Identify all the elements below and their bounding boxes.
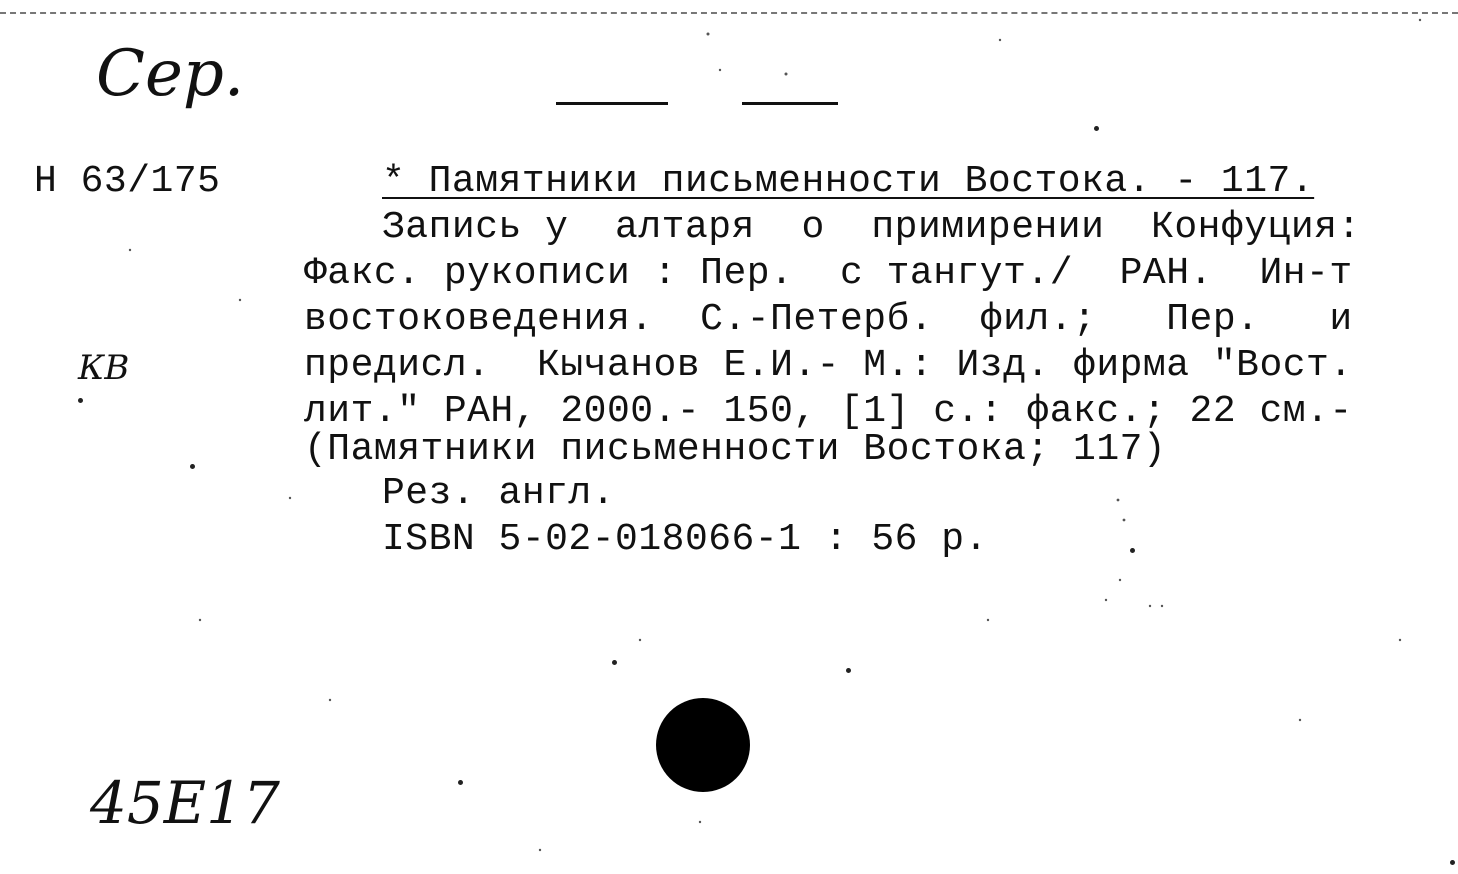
scan-speck: [846, 668, 851, 673]
scan-speck: [1094, 126, 1099, 131]
body-line: лит." РАН, 2000.- 150, [1] с.: факс.; 22 см.-: [304, 390, 1353, 433]
summary-note: Рез. англ.: [382, 472, 616, 515]
handwritten-classification: 45Е17: [90, 769, 280, 837]
scan-speck: [1130, 548, 1135, 553]
scan-speck: [1450, 860, 1455, 865]
top-border-line: [0, 12, 1458, 14]
scan-speck: [458, 780, 463, 785]
body-line: востоковедения. С.-Петерб. фил.; Пер. и: [304, 298, 1353, 341]
body-line: предисл. Кычанов Е.И.- М.: Изд. фирма "Вост.: [304, 344, 1353, 387]
body-line: (Памятники письменности Востока; 117): [304, 428, 1167, 471]
handwritten-initials-mark: КВ: [78, 348, 130, 388]
scan-speck: [190, 464, 195, 469]
body-line: Факс. рукописи : Пер. с тангут./ РАН. Ин-т: [304, 252, 1353, 295]
handwritten-series-mark: Сер.: [96, 37, 245, 111]
decorative-dash: [556, 102, 668, 105]
call-number: Н 63/175: [34, 160, 221, 203]
black-stamp-circle: [656, 698, 750, 792]
series-heading: * Памятники письменности Востока. - 117.: [382, 160, 1315, 203]
isbn-line: ISBN 5-02-018066-1 : 56 р.: [382, 518, 988, 561]
body-line: Запись у алтаря о примирении Конфуция:: [382, 206, 1361, 249]
decorative-dash: [742, 102, 838, 105]
scan-speck: [78, 398, 83, 403]
scan-speck: [612, 660, 617, 665]
